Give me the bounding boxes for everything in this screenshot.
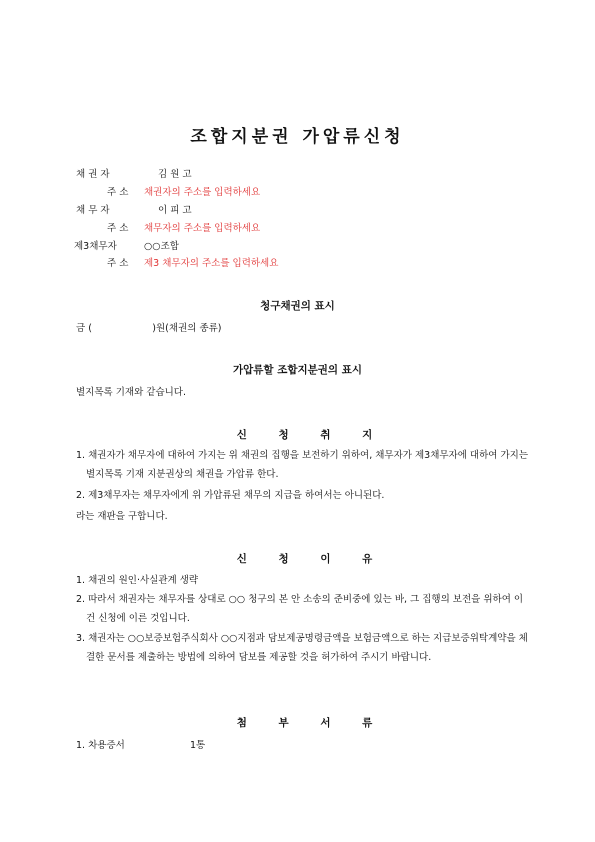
debtor-address: 채무자의 주소를 입력하세요: [144, 223, 261, 234]
third-debtor-name: ○○조합: [144, 241, 179, 252]
reasons-heading: 신 청 이 유: [236, 553, 387, 565]
creditor-name: 김 원 고: [158, 169, 192, 180]
third-debtor-label: 제3채무자: [74, 241, 117, 252]
purpose-heading: 신 청 취 지: [236, 429, 387, 441]
purpose-item-1: 1. 채권자가 채무자에 대하여 가지는 위 채권의 집행을 보전하기 위하여, 채무자가 제3채무자에 대하여 가지는 별지목록 기재 지분권상의 채권을 가압류 한다.: [76, 450, 528, 480]
debtor-address-label: 주 소: [107, 223, 129, 234]
attachment-item-1-count: 1통: [190, 740, 206, 751]
target-line: 별지목록 기재와 같습니다.: [76, 387, 187, 398]
purpose-closing: 라는 재판을 구합니다.: [76, 511, 168, 522]
debtor-label: 채 무 자: [76, 205, 110, 216]
creditor-address-label: 주 소: [107, 187, 129, 198]
reasons-item-3: 3. 채권자는 ○○보증보험주식회사 ○○지점과 담보제공명령금액을 보험금액으로 하는 지급보증위탁계약을 체결한 문서를 제출하는 방법에 의하여 담보를 제공할 것을 허가하여 주시기 바랍니다.: [76, 633, 528, 663]
attachment-item-1-label: 1. 차용증서: [76, 740, 125, 751]
third-debtor-address-label: 주 소: [107, 258, 129, 269]
third-debtor-address: 제3 채무자의 주소를 입력하세요: [144, 258, 279, 269]
reasons-item-1: 1. 채권의 원인·사실관계 생략: [76, 575, 199, 586]
claim-heading: 청구채권의 표시: [260, 300, 335, 312]
creditor-address: 채권자의 주소를 입력하세요: [144, 187, 261, 198]
creditor-label: 채 권 자: [76, 169, 110, 180]
purpose-item-2: 2. 제3채무자는 채무자에게 위 가압류된 채무의 지급을 하여서는 아니된다.: [76, 490, 385, 501]
reasons-item-2: 2. 따라서 채권자는 채무자를 상대로 ○○ 청구의 본 안 소송의 준비중에 있는 바, 그 집행의 보전을 위하여 이 건 신청에 이른 것입니다.: [76, 594, 524, 624]
attachments-heading: 첨 부 서 류: [236, 717, 387, 729]
claim-amount-line: 금 ( )원(채권의 종류): [76, 323, 222, 334]
debtor-name: 이 피 고: [158, 205, 192, 216]
target-heading: 가압류할 조합지분권의 표시: [232, 364, 363, 376]
document-title: 조합지분권 가압류신청: [190, 127, 405, 147]
